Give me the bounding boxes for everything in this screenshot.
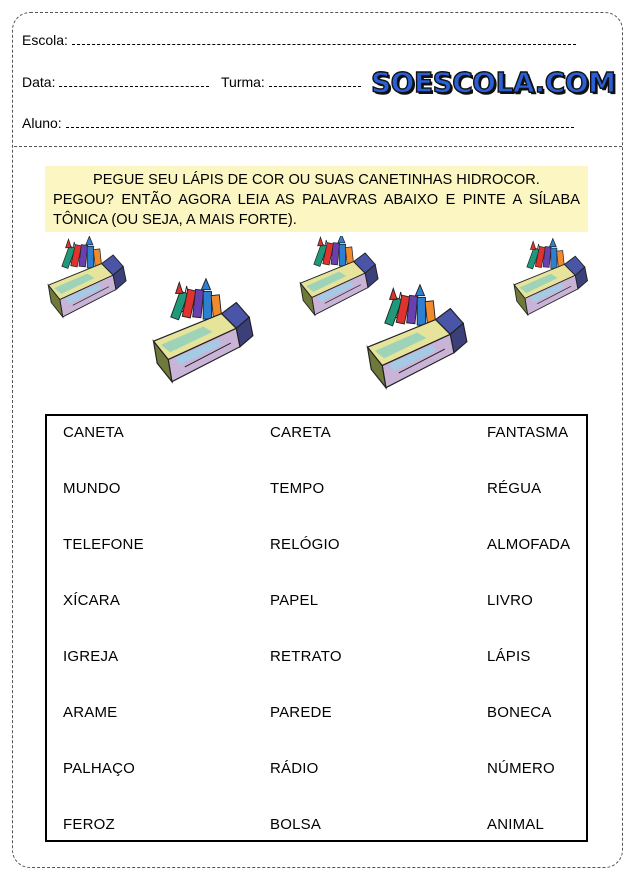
word-item[interactable]: ALMOFADA (487, 536, 571, 553)
turma-label: Turma: (221, 74, 265, 90)
word-item[interactable]: FANTASMA (487, 424, 569, 441)
escola-label: Escola: (22, 32, 68, 48)
word-item[interactable]: BOLSA (270, 816, 322, 833)
word-item[interactable]: LÁPIS (487, 648, 531, 665)
word-item[interactable]: BONECA (487, 704, 552, 721)
word-item[interactable]: MUNDO (63, 480, 121, 497)
word-item[interactable]: RÉGUA (487, 480, 542, 497)
turma-line[interactable] (269, 86, 361, 87)
pencil-box-icon (48, 236, 126, 317)
word-list-box (45, 414, 588, 842)
header-divider (14, 146, 622, 147)
word-item[interactable]: ANIMAL (487, 816, 545, 833)
data-label: Data: (22, 74, 56, 90)
word-item[interactable]: TELEFONE (63, 536, 144, 553)
word-item[interactable]: CANETA (63, 424, 124, 441)
word-item[interactable]: PALHAÇO (63, 760, 135, 777)
turma-field[interactable] (221, 74, 361, 90)
word-item[interactable]: PAREDE (270, 704, 332, 721)
pencil-box-icon (300, 236, 378, 315)
aluno-line[interactable] (66, 127, 574, 128)
escola-field[interactable] (22, 32, 576, 48)
instruction-box (45, 166, 588, 232)
data-line[interactable] (59, 86, 209, 87)
aluno-label: Aluno: (22, 115, 62, 131)
instruction-rest: PEGOU? ENTÃO AGORA LEIA AS PALAVRAS ABAIXO E PINTE A SÍLABA TÔNICA (OU SEJA, A MAIS FORTE). (53, 192, 580, 228)
word-item[interactable]: TEMPO (270, 480, 325, 497)
word-item[interactable]: PAPEL (270, 592, 319, 609)
data-field[interactable] (22, 74, 209, 90)
pencil-box-icon (154, 279, 253, 382)
word-item[interactable]: LIVRO (487, 592, 534, 609)
pencil-box-icon (514, 239, 587, 315)
word-item[interactable]: RELÓGIO (270, 536, 340, 553)
pencil-boxes-illustration (0, 236, 637, 406)
word-item[interactable]: NÚMERO (487, 760, 555, 777)
escola-line[interactable] (72, 44, 576, 45)
aluno-field[interactable] (22, 115, 574, 131)
word-item[interactable]: RÁDIO (270, 760, 319, 777)
pencil-box-icon (368, 285, 467, 388)
word-item[interactable]: FEROZ (63, 816, 115, 833)
word-item[interactable]: ARAME (63, 704, 118, 721)
word-item[interactable]: XÍCARA (63, 592, 121, 609)
word-item[interactable]: CARETA (270, 424, 331, 441)
instruction-line-1: PEGUE SEU LÁPIS DE COR OU SUAS CANETINHAS HIDROCOR. (93, 172, 540, 188)
soescola-logo: SOESCOLA.COM (371, 66, 616, 99)
word-item[interactable]: IGREJA (63, 648, 119, 665)
word-item[interactable]: RETRATO (270, 648, 342, 665)
